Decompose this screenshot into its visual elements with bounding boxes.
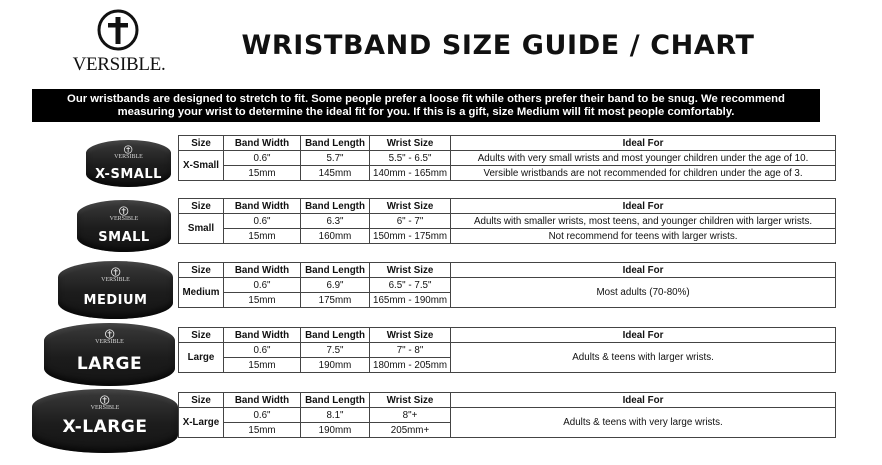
header-size: Size [179, 393, 224, 408]
header-wrist-size: Wrist Size [370, 393, 451, 408]
ideal-for: Most adults (70-80%) [451, 278, 836, 308]
size-name: Small [179, 214, 224, 244]
wrist-size-in: 8"+ [370, 408, 451, 423]
wristband-image-medium [58, 261, 173, 319]
table-row-inches [179, 214, 836, 229]
band-label: SMALL [98, 230, 150, 245]
table-header-row [179, 393, 836, 408]
logo-text: VERSIBLE. [72, 54, 166, 75]
header-band-width: Band Width [224, 136, 301, 151]
table-row-inches [179, 151, 836, 166]
band-width-mm: 15mm [224, 293, 301, 308]
header-band-width: Band Width [224, 263, 301, 278]
band-label: X-SMALL [95, 167, 162, 182]
ideal-for: Adults & teens with larger wrists. [451, 343, 836, 373]
cross-icon [94, 8, 142, 56]
header-band-length: Band Length [301, 199, 370, 214]
band-logo: VERSIBLE [101, 267, 130, 283]
size-table-small [178, 198, 836, 244]
wrist-size-mm: 150mm - 175mm [370, 229, 451, 244]
cross-icon [124, 145, 133, 154]
wristband-image-large [44, 323, 175, 386]
band-length-in: 7.5" [301, 343, 370, 358]
band-length-in: 6.3" [301, 214, 370, 229]
wrist-size-mm: 180mm - 205mm [370, 358, 451, 373]
page-title: WRISTBAND SIZE GUIDE / CHART [241, 30, 755, 61]
header-band-length: Band Length [301, 328, 370, 343]
band-width-in: 0.6" [224, 214, 301, 229]
cross-icon [119, 206, 129, 216]
ideal-for: Adults & teens with very large wrists. [451, 408, 836, 438]
table-header-row [179, 263, 836, 278]
band-length-mm: 190mm [301, 358, 370, 373]
band-width-in: 0.6" [224, 343, 301, 358]
header-band-length: Band Length [301, 393, 370, 408]
versible-logo [60, 8, 178, 78]
header-wrist-size: Wrist Size [370, 199, 451, 214]
band-width-mm: 15mm [224, 166, 301, 181]
cross-icon [100, 395, 110, 405]
wristband-image-x-small [86, 140, 171, 187]
info-banner: Our wristbands are designed to stretch to fit. Some people prefer a loose fit while others prefer their band to be snug. We recommend measuring your wrist to determine the ideal fit for you. If this is a gift, size Medium will fit most people comfortably. [32, 89, 820, 122]
header-size: Size [179, 263, 224, 278]
header-wrist-size: Wrist Size [370, 136, 451, 151]
band-width-in: 0.6" [224, 151, 301, 166]
band-length-mm: 160mm [301, 229, 370, 244]
header-band-width: Band Width [224, 199, 301, 214]
table-row-mm [179, 166, 836, 181]
table-row-inches [179, 278, 836, 293]
ideal-for-line-2: Versible wristbands are not recommended for children under the age of 3. [451, 166, 836, 181]
band-width-in: 0.6" [224, 278, 301, 293]
size-name: Medium [179, 278, 224, 308]
size-table-x-small [178, 135, 836, 181]
wristband-image-small [77, 200, 171, 252]
band-label: MEDIUM [83, 293, 148, 308]
band-length-mm: 175mm [301, 293, 370, 308]
table-header-row [179, 328, 836, 343]
size-table-x-large [178, 392, 836, 438]
header-ideal-for: Ideal For [451, 328, 836, 343]
band-length-mm: 190mm [301, 423, 370, 438]
cross-icon [110, 267, 120, 277]
table-row-inches [179, 343, 836, 358]
header-wrist-size: Wrist Size [370, 263, 451, 278]
wristband-image-x-large [32, 389, 178, 453]
wrist-size-in: 7" - 8" [370, 343, 451, 358]
header-band-width: Band Width [224, 328, 301, 343]
band-label: LARGE [76, 354, 143, 374]
wrist-size-mm: 165mm - 190mm [370, 293, 451, 308]
ideal-for-line-2: Not recommend for teens with larger wrists. [451, 229, 836, 244]
cross-icon [104, 329, 114, 339]
band-logo: VERSIBLE [114, 145, 143, 160]
header-ideal-for: Ideal For [451, 263, 836, 278]
band-width-mm: 15mm [224, 358, 301, 373]
table-row-mm [179, 229, 836, 244]
band-length-in: 5.7" [301, 151, 370, 166]
band-logo: VERSIBLE [95, 329, 124, 345]
ideal-for-line-1: Adults with very small wrists and most younger children under the age of 10. [451, 151, 836, 166]
header-band-length: Band Length [301, 263, 370, 278]
header-wrist-size: Wrist Size [370, 328, 451, 343]
band-length-mm: 145mm [301, 166, 370, 181]
ideal-for-line-1: Adults with smaller wrists, most teens, and younger children with larger wrists. [451, 214, 836, 229]
band-width-mm: 15mm [224, 423, 301, 438]
header-ideal-for: Ideal For [451, 199, 836, 214]
size-name: X-Large [179, 408, 224, 438]
size-table-large [178, 327, 836, 373]
band-width-mm: 15mm [224, 229, 301, 244]
band-width-in: 0.6" [224, 408, 301, 423]
header-band-width: Band Width [224, 393, 301, 408]
size-name: Large [179, 343, 224, 373]
band-label: X-LARGE [62, 417, 148, 437]
header-band-length: Band Length [301, 136, 370, 151]
wrist-size-in: 6.5" - 7.5" [370, 278, 451, 293]
header-ideal-for: Ideal For [451, 393, 836, 408]
table-header-row [179, 136, 836, 151]
table-header-row [179, 199, 836, 214]
band-logo: VERSIBLE [110, 206, 139, 222]
header-size: Size [179, 199, 224, 214]
band-length-in: 6.9" [301, 278, 370, 293]
band-length-in: 8.1" [301, 408, 370, 423]
header-ideal-for: Ideal For [451, 136, 836, 151]
table-row-inches [179, 408, 836, 423]
wrist-size-in: 6" - 7" [370, 214, 451, 229]
size-name: X-Small [179, 151, 224, 181]
wrist-size-mm: 140mm - 165mm [370, 166, 451, 181]
header-size: Size [179, 136, 224, 151]
size-table-medium [178, 262, 836, 308]
header-size: Size [179, 328, 224, 343]
wrist-size-in: 5.5" - 6.5" [370, 151, 451, 166]
wrist-size-mm: 205mm+ [370, 423, 451, 438]
band-logo: VERSIBLE [91, 395, 120, 411]
